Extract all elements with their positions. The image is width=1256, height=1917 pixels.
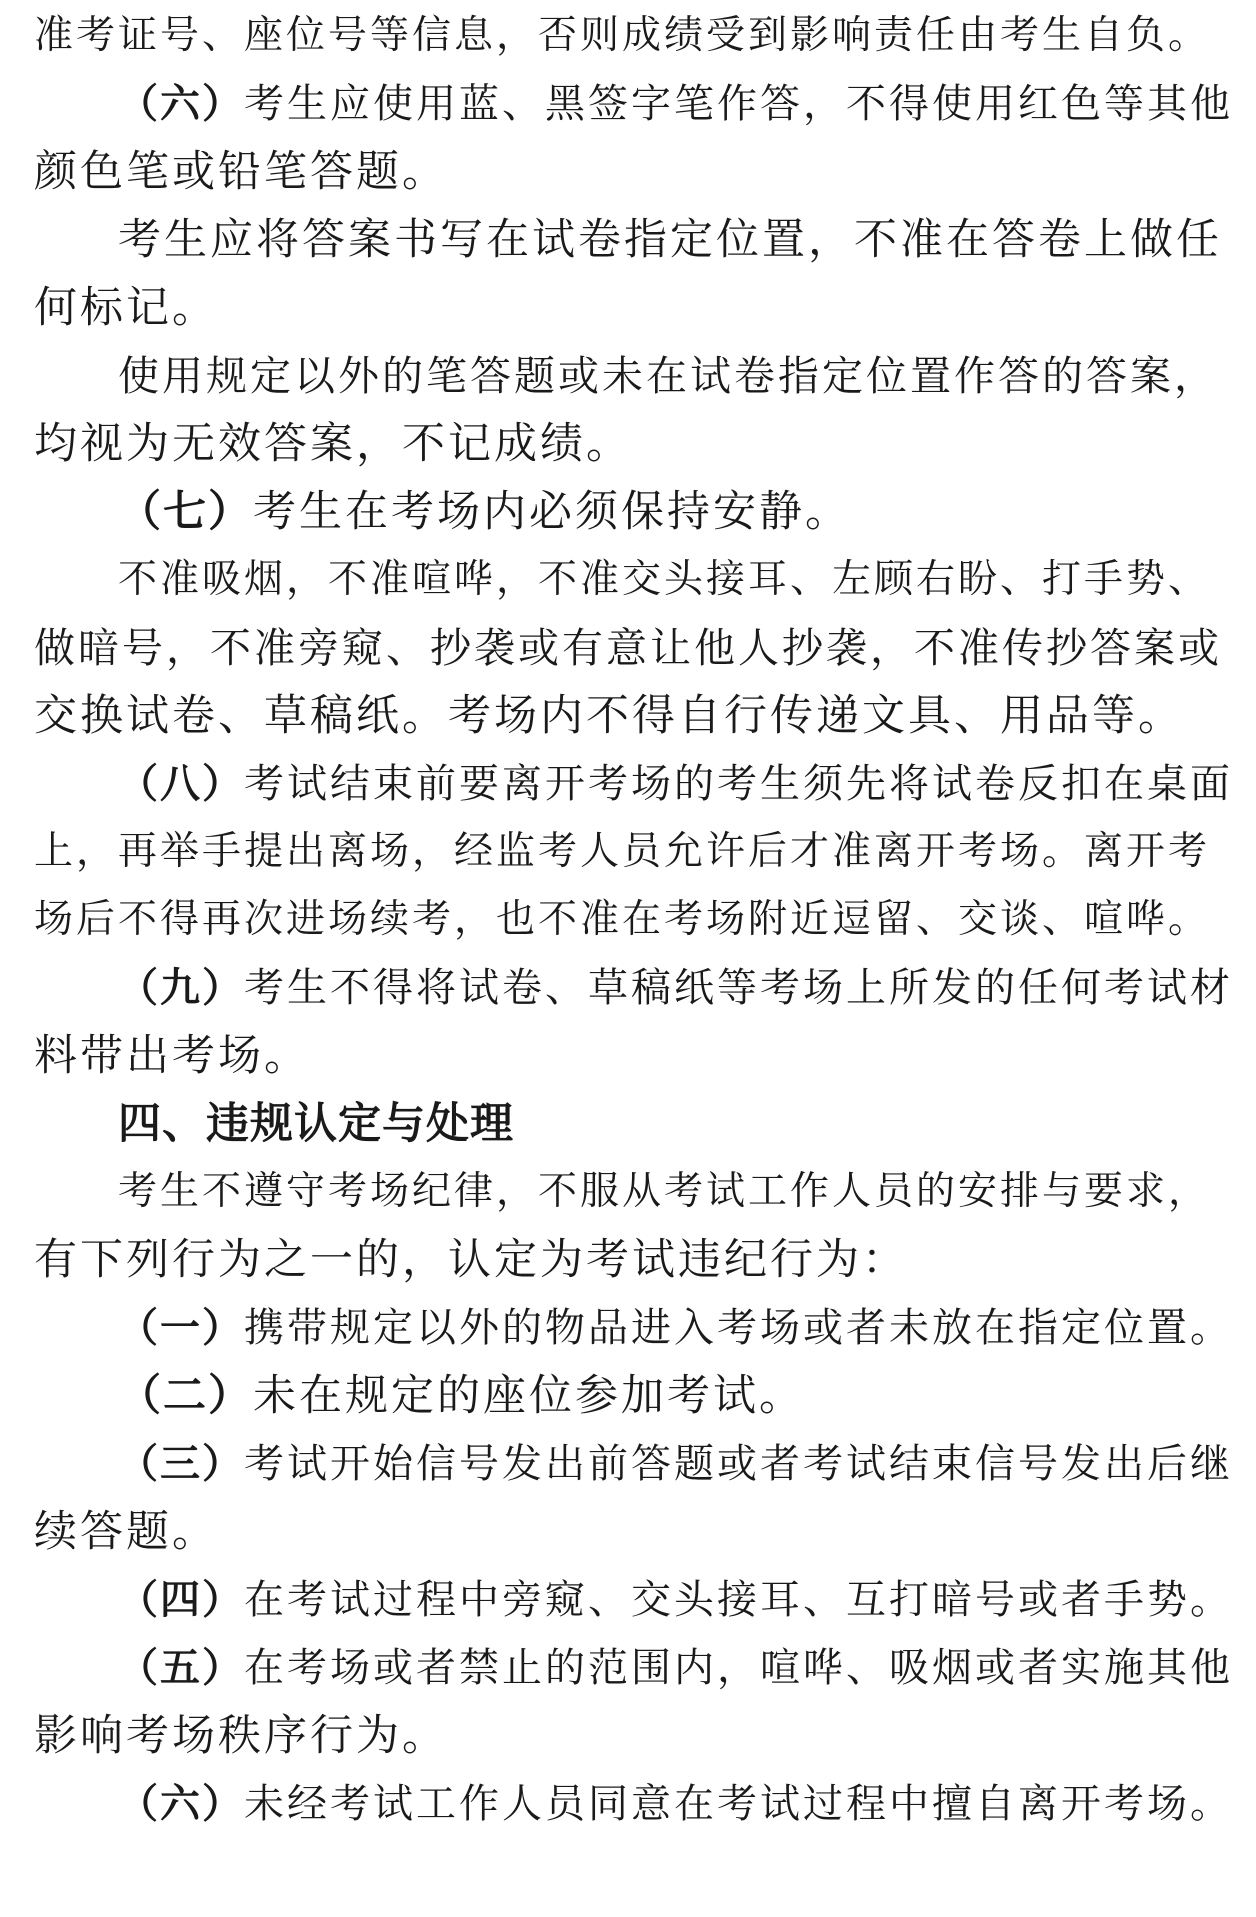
violation-item-1: （一）携带规定以外的物品进入考场或者未放在指定位置。 — [118, 1305, 1233, 1351]
paragraph-line: 上，再举手提出离场，经监考人员允许后才准离开考场。离开考 — [34, 829, 1211, 874]
rule-item-8: （八）考试结束前要离开考场的考生须先将试卷反扣在桌面 — [118, 761, 1233, 807]
item-label: （四） — [118, 1577, 244, 1623]
violation-item-4: （四）在考试过程中旁窥、交头接耳、互打暗号或者手势。 — [118, 1577, 1233, 1623]
paragraph-line: 考生不遵守考场纪律，不服从考试工作人员的安排与要求， — [118, 1169, 1211, 1214]
rule-item-9: （九）考生不得将试卷、草稿纸等考场上所发的任何考试材 — [118, 965, 1233, 1011]
rule-item-6: （六）考生应使用蓝、黑签字笔作答，不得使用红色等其他 — [118, 81, 1233, 127]
rule-item-7: （七）考生在考场内必须保持安静。 — [118, 487, 851, 537]
violation-item-5: （五）在考场或者禁止的范围内，喧哗、吸烟或者实施其他 — [118, 1645, 1233, 1691]
paragraph-line: 均视为无效答案，不记成绩。 — [34, 419, 632, 469]
item-label: （八） — [118, 761, 244, 807]
paragraph-line: 续答题。 — [34, 1507, 218, 1557]
item-label: （九） — [118, 965, 244, 1011]
section-heading: 四、违规认定与处理 — [118, 1099, 514, 1149]
item-label: （五） — [118, 1645, 244, 1691]
paragraph-line: 不准吸烟，不准喧哗，不准交头接耳、左顾右盼、打手势、 — [118, 557, 1211, 602]
item-label: （二） — [118, 1371, 253, 1421]
item-label: （六） — [118, 81, 244, 127]
paragraph-line: 使用规定以外的笔答题或未在试卷指定位置作答的答案， — [118, 352, 1218, 400]
violation-item-6: （六）未经考试工作人员同意在考试过程中擅自离开考场。 — [118, 1781, 1233, 1827]
paragraph-line: 有下列行为之一的，认定为考试违纪行为： — [34, 1235, 908, 1285]
paragraph-line: 交换试卷、草稿纸。考场内不得自行传递文具、用品等。 — [34, 691, 1184, 741]
violation-item-2: （二）未在规定的座位参加考试。 — [118, 1371, 805, 1421]
item-label: （一） — [118, 1305, 244, 1351]
paragraph-line: 做暗号，不准旁窥、抄袭或有意让他人抄袭，不准传抄答案或 — [34, 624, 1222, 672]
paragraph-line: 影响考场秩序行为。 — [34, 1711, 448, 1761]
paragraph-line: 准考证号、座位号等信息，否则成绩受到影响责任由考生自负。 — [34, 13, 1211, 58]
paragraph-line: 何标记。 — [34, 283, 218, 333]
paragraph-line: 考生应将答案书写在试卷指定位置，不准在答卷上做任 — [118, 215, 1222, 265]
item-label: （三） — [118, 1441, 244, 1487]
paragraph-line: 颜色笔或铅笔答题。 — [34, 147, 448, 197]
item-label: （六） — [118, 1781, 244, 1827]
paragraph-line: 料带出考场。 — [34, 1031, 310, 1081]
item-label: （七） — [118, 487, 253, 537]
violation-item-3: （三）考试开始信号发出前答题或者考试结束信号发出后继 — [118, 1441, 1233, 1487]
paragraph-line: 场后不得再次进场续考，也不准在考场附近逗留、交谈、喧哗。 — [34, 897, 1211, 942]
